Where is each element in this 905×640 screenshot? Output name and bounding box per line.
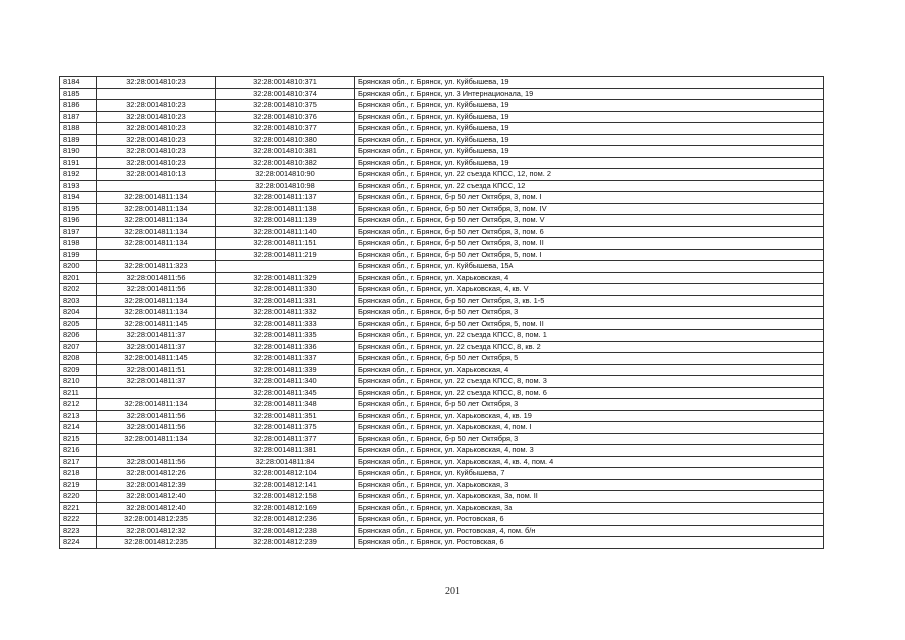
table-row	[60, 502, 824, 514]
table-row	[60, 284, 824, 296]
cadastral-registry-table	[59, 76, 824, 549]
quarter-number-cell: 32:28:0014811:51	[97, 364, 216, 376]
cadastral-number-cell: 32:28:0014811:329	[216, 272, 355, 284]
cadastral-number-cell: 32:28:0014810:380	[216, 134, 355, 146]
address-cell: Брянская обл., г. Брянск, ул. 22 съезда КПСС, 8, пом. 6	[355, 387, 824, 399]
cadastral-number-cell: 32:28:0014811:351	[216, 410, 355, 422]
row-number-cell: 8188	[60, 123, 97, 135]
address-cell: Брянская обл., г. Брянск, б-р 50 лет Октября, 3, пом. V	[355, 215, 824, 227]
table-row	[60, 307, 824, 319]
address-cell: Брянская обл., г. Брянск, ул. Куйбышева, 19	[355, 100, 824, 112]
cadastral-number-cell: 32:28:0014812:236	[216, 514, 355, 526]
address-cell: Брянская обл., г. Брянск, ул. Ростовская, 6	[355, 537, 824, 549]
table-row	[60, 100, 824, 112]
row-number-cell: 8209	[60, 364, 97, 376]
row-number-cell: 8198	[60, 238, 97, 250]
quarter-number-cell	[97, 249, 216, 261]
cadastral-number-cell: 32:28:0014811:337	[216, 353, 355, 365]
table-row	[60, 180, 824, 192]
row-number-cell: 8187	[60, 111, 97, 123]
quarter-number-cell: 32:28:0014811:134	[97, 203, 216, 215]
address-cell: Брянская обл., г. Брянск, б-р 50 лет Октября, 3	[355, 307, 824, 319]
address-cell: Брянская обл., г. Брянск, ул. Куйбышева, 19	[355, 123, 824, 135]
quarter-number-cell: 32:28:0014811:134	[97, 226, 216, 238]
table-row	[60, 215, 824, 227]
cadastral-number-cell: 32:28:0014811:333	[216, 318, 355, 330]
quarter-number-cell: 32:28:0014812:32	[97, 525, 216, 537]
quarter-number-cell: 32:28:0014811:56	[97, 410, 216, 422]
row-number-cell: 8203	[60, 295, 97, 307]
cadastral-number-cell: 32:28:0014810:371	[216, 77, 355, 89]
table-row	[60, 410, 824, 422]
quarter-number-cell: 32:28:0014810:23	[97, 157, 216, 169]
quarter-number-cell: 32:28:0014811:134	[97, 433, 216, 445]
address-cell: Брянская обл., г. Брянск, ул. Харьковская, 3	[355, 479, 824, 491]
row-number-cell: 8205	[60, 318, 97, 330]
row-number-cell: 8191	[60, 157, 97, 169]
row-number-cell: 8190	[60, 146, 97, 158]
address-cell: Брянская обл., г. Брянск, ул. 22 съезда КПСС, 8, пом. 1	[355, 330, 824, 342]
row-number-cell: 8215	[60, 433, 97, 445]
cadastral-number-cell: 32:28:0014811:139	[216, 215, 355, 227]
quarter-number-cell: 32:28:0014812:39	[97, 479, 216, 491]
row-number-cell: 8204	[60, 307, 97, 319]
cadastral-number-cell: 32:28:0014811:84	[216, 456, 355, 468]
cadastral-number-cell: 32:28:0014811:331	[216, 295, 355, 307]
row-number-cell: 8220	[60, 491, 97, 503]
cadastral-number-cell: 32:28:0014810:376	[216, 111, 355, 123]
row-number-cell: 8194	[60, 192, 97, 204]
cadastral-number-cell: 32:28:0014812:238	[216, 525, 355, 537]
row-number-cell: 8197	[60, 226, 97, 238]
address-cell: Брянская обл., г. Брянск, ул. Харьковская, 4	[355, 364, 824, 376]
address-cell: Брянская обл., г. Брянск, ул. Харьковская, 4, пом. 3	[355, 445, 824, 457]
address-cell: Брянская обл., г. Брянск, б-р 50 лет Октября, 5	[355, 353, 824, 365]
row-number-cell: 8210	[60, 376, 97, 388]
row-number-cell: 8214	[60, 422, 97, 434]
quarter-number-cell: 32:28:0014811:134	[97, 215, 216, 227]
table-row	[60, 77, 824, 89]
table-row	[60, 514, 824, 526]
quarter-number-cell: 32:28:0014811:134	[97, 238, 216, 250]
cadastral-number-cell: 32:28:0014811:339	[216, 364, 355, 376]
address-cell: Брянская обл., г. Брянск, б-р 50 лет Октября, 5, пом. I	[355, 249, 824, 261]
address-cell: Брянская обл., г. Брянск, ул. Куйбышева, 19	[355, 77, 824, 89]
cadastral-number-cell: 32:28:0014811:340	[216, 376, 355, 388]
row-number-cell: 8222	[60, 514, 97, 526]
table-row	[60, 376, 824, 388]
row-number-cell: 8202	[60, 284, 97, 296]
table-row	[60, 123, 824, 135]
table-row	[60, 203, 824, 215]
address-cell: Брянская обл., г. Брянск, ул. Куйбышева, 15А	[355, 261, 824, 273]
table-row	[60, 399, 824, 411]
cadastral-number-cell: 32:28:0014811:151	[216, 238, 355, 250]
quarter-number-cell: 32:28:0014811:145	[97, 353, 216, 365]
table-row	[60, 169, 824, 181]
table-row	[60, 353, 824, 365]
quarter-number-cell: 32:28:0014811:56	[97, 272, 216, 284]
table-body	[60, 77, 824, 549]
row-number-cell: 8184	[60, 77, 97, 89]
quarter-number-cell	[97, 445, 216, 457]
address-cell: Брянская обл., г. Брянск, б-р 50 лет Октября, 3, пом. I	[355, 192, 824, 204]
quarter-number-cell: 32:28:0014812:235	[97, 537, 216, 549]
address-cell: Брянская обл., г. Брянск, ул. 22 съезда КПСС, 12, пом. 2	[355, 169, 824, 181]
quarter-number-cell: 32:28:0014811:323	[97, 261, 216, 273]
address-cell: Брянская обл., г. Брянск, б-р 50 лет Октября, 3, кв. 1-5	[355, 295, 824, 307]
cadastral-number-cell: 32:28:0014811:219	[216, 249, 355, 261]
cadastral-number-cell: 32:28:0014810:377	[216, 123, 355, 135]
row-number-cell: 8208	[60, 353, 97, 365]
address-cell: Брянская обл., г. Брянск, ул. Куйбышева, 19	[355, 134, 824, 146]
address-cell: Брянская обл., г. Брянск, ул. Ростовская, 6	[355, 514, 824, 526]
quarter-number-cell: 32:28:0014811:134	[97, 295, 216, 307]
table-row	[60, 146, 824, 158]
cadastral-number-cell: 32:28:0014812:158	[216, 491, 355, 503]
cadastral-number-cell: 32:28:0014811:140	[216, 226, 355, 238]
row-number-cell: 8201	[60, 272, 97, 284]
address-cell: Брянская обл., г. Брянск, ул. 22 съезда КПСС, 12	[355, 180, 824, 192]
cadastral-number-cell: 32:28:0014811:375	[216, 422, 355, 434]
cadastral-number-cell: 32:28:0014811:345	[216, 387, 355, 399]
table-row	[60, 295, 824, 307]
address-cell: Брянская обл., г. Брянск, ул. 22 съезда КПСС, 8, кв. 2	[355, 341, 824, 353]
row-number-cell: 8212	[60, 399, 97, 411]
quarter-number-cell: 32:28:0014811:56	[97, 456, 216, 468]
cadastral-number-cell: 32:28:0014810:98	[216, 180, 355, 192]
address-cell: Брянская обл., г. Брянск, ул. Куйбышева, 7	[355, 468, 824, 480]
quarter-number-cell: 32:28:0014811:56	[97, 422, 216, 434]
table-row	[60, 88, 824, 100]
table-row	[60, 134, 824, 146]
quarter-number-cell: 32:28:0014811:145	[97, 318, 216, 330]
cadastral-number-cell: 32:28:0014810:90	[216, 169, 355, 181]
quarter-number-cell: 32:28:0014811:37	[97, 376, 216, 388]
row-number-cell: 8213	[60, 410, 97, 422]
table-row	[60, 341, 824, 353]
cadastral-number-cell: 32:28:0014811:137	[216, 192, 355, 204]
row-number-cell: 8186	[60, 100, 97, 112]
cadastral-number-cell: 32:28:0014812:104	[216, 468, 355, 480]
quarter-number-cell: 32:28:0014810:23	[97, 77, 216, 89]
address-cell: Брянская обл., г. Брянск, ул. Харьковская, 4, пом. I	[355, 422, 824, 434]
row-number-cell: 8195	[60, 203, 97, 215]
row-number-cell: 8216	[60, 445, 97, 457]
quarter-number-cell	[97, 88, 216, 100]
row-number-cell: 8196	[60, 215, 97, 227]
row-number-cell: 8217	[60, 456, 97, 468]
quarter-number-cell: 32:28:0014812:40	[97, 491, 216, 503]
table-row	[60, 330, 824, 342]
table-row	[60, 157, 824, 169]
table-row	[60, 537, 824, 549]
cadastral-number-cell	[216, 261, 355, 273]
row-number-cell: 8193	[60, 180, 97, 192]
table-row	[60, 525, 824, 537]
cadastral-number-cell: 32:28:0014811:377	[216, 433, 355, 445]
row-number-cell: 8207	[60, 341, 97, 353]
row-number-cell: 8185	[60, 88, 97, 100]
address-cell: Брянская обл., г. Брянск, ул. 22 съезда КПСС, 8, пом. 3	[355, 376, 824, 388]
address-cell: Брянская обл., г. Брянск, ул. Харьковская, 4, кв. V	[355, 284, 824, 296]
page-number: 201	[445, 586, 460, 597]
address-cell: Брянская обл., г. Брянск, ул. Харьковская, 4, кв. 4, пом. 4	[355, 456, 824, 468]
address-cell: Брянская обл., г. Брянск, б-р 50 лет Октября, 3	[355, 433, 824, 445]
cadastral-number-cell: 32:28:0014811:335	[216, 330, 355, 342]
quarter-number-cell: 32:28:0014811:134	[97, 192, 216, 204]
cadastral-number-cell: 32:28:0014810:374	[216, 88, 355, 100]
address-cell: Брянская обл., г. Брянск, ул. Куйбышева, 19	[355, 157, 824, 169]
row-number-cell: 8199	[60, 249, 97, 261]
cadastral-number-cell: 32:28:0014811:381	[216, 445, 355, 457]
row-number-cell: 8221	[60, 502, 97, 514]
table-row	[60, 238, 824, 250]
quarter-number-cell: 32:28:0014810:23	[97, 111, 216, 123]
address-cell: Брянская обл., г. Брянск, б-р 50 лет Октября, 3, пом. II	[355, 238, 824, 250]
address-cell: Брянская обл., г. Брянск, б-р 50 лет Октября, 3, пом. IV	[355, 203, 824, 215]
table-row	[60, 249, 824, 261]
address-cell: Брянская обл., г. Брянск, ул. Куйбышева, 19	[355, 111, 824, 123]
table-row	[60, 422, 824, 434]
cadastral-number-cell: 32:28:0014811:330	[216, 284, 355, 296]
row-number-cell: 8223	[60, 525, 97, 537]
table-row	[60, 468, 824, 480]
cadastral-number-cell: 32:28:0014810:375	[216, 100, 355, 112]
table-row	[60, 261, 824, 273]
quarter-number-cell: 32:28:0014810:23	[97, 123, 216, 135]
row-number-cell: 8224	[60, 537, 97, 549]
row-number-cell: 8200	[60, 261, 97, 273]
quarter-number-cell: 32:28:0014811:56	[97, 284, 216, 296]
table-row	[60, 387, 824, 399]
row-number-cell: 8219	[60, 479, 97, 491]
address-cell: Брянская обл., г. Брянск, б-р 50 лет Октября, 5, пом. II	[355, 318, 824, 330]
row-number-cell: 8211	[60, 387, 97, 399]
quarter-number-cell: 32:28:0014811:134	[97, 399, 216, 411]
cadastral-number-cell: 32:28:0014812:141	[216, 479, 355, 491]
row-number-cell: 8206	[60, 330, 97, 342]
address-cell: Брянская обл., г. Брянск, ул. Харьковская, 4, кв. 19	[355, 410, 824, 422]
quarter-number-cell	[97, 180, 216, 192]
address-cell: Брянская обл., г. Брянск, ул. Харьковская, 3а, пом. II	[355, 491, 824, 503]
table-row	[60, 318, 824, 330]
quarter-number-cell: 32:28:0014811:134	[97, 307, 216, 319]
quarter-number-cell: 32:28:0014810:23	[97, 100, 216, 112]
table-row	[60, 364, 824, 376]
cadastral-number-cell: 32:28:0014811:138	[216, 203, 355, 215]
address-cell: Брянская обл., г. Брянск, ул. 3 Интернационала, 19	[355, 88, 824, 100]
address-cell: Брянская обл., г. Брянск, ул. Харьковская, 3а	[355, 502, 824, 514]
address-cell: Брянская обл., г. Брянск, ул. Куйбышева, 19	[355, 146, 824, 158]
quarter-number-cell: 32:28:0014810:13	[97, 169, 216, 181]
cadastral-number-cell: 32:28:0014812:239	[216, 537, 355, 549]
table-row	[60, 445, 824, 457]
address-cell: Брянская обл., г. Брянск, б-р 50 лет Октября, 3, пом. 6	[355, 226, 824, 238]
address-cell: Брянская обл., г. Брянск, ул. Харьковская, 4	[355, 272, 824, 284]
address-cell: Брянская обл., г. Брянск, б-р 50 лет Октября, 3	[355, 399, 824, 411]
quarter-number-cell	[97, 387, 216, 399]
table-row	[60, 456, 824, 468]
cadastral-number-cell: 32:28:0014812:169	[216, 502, 355, 514]
cadastral-number-cell: 32:28:0014811:348	[216, 399, 355, 411]
table-row	[60, 433, 824, 445]
cadastral-number-cell: 32:28:0014811:332	[216, 307, 355, 319]
quarter-number-cell: 32:28:0014810:23	[97, 146, 216, 158]
row-number-cell: 8192	[60, 169, 97, 181]
quarter-number-cell: 32:28:0014812:235	[97, 514, 216, 526]
quarter-number-cell: 32:28:0014812:40	[97, 502, 216, 514]
quarter-number-cell: 32:28:0014812:26	[97, 468, 216, 480]
quarter-number-cell: 32:28:0014810:23	[97, 134, 216, 146]
table-row	[60, 111, 824, 123]
table-row	[60, 272, 824, 284]
cadastral-number-cell: 32:28:0014810:381	[216, 146, 355, 158]
table-row	[60, 491, 824, 503]
quarter-number-cell: 32:28:0014811:37	[97, 341, 216, 353]
table-row	[60, 192, 824, 204]
cadastral-number-cell: 32:28:0014810:382	[216, 157, 355, 169]
quarter-number-cell: 32:28:0014811:37	[97, 330, 216, 342]
address-cell: Брянская обл., г. Брянск, ул. Ростовская, 4, пом. б/н	[355, 525, 824, 537]
row-number-cell: 8189	[60, 134, 97, 146]
row-number-cell: 8218	[60, 468, 97, 480]
table-row	[60, 226, 824, 238]
cadastral-number-cell: 32:28:0014811:336	[216, 341, 355, 353]
table-row	[60, 479, 824, 491]
